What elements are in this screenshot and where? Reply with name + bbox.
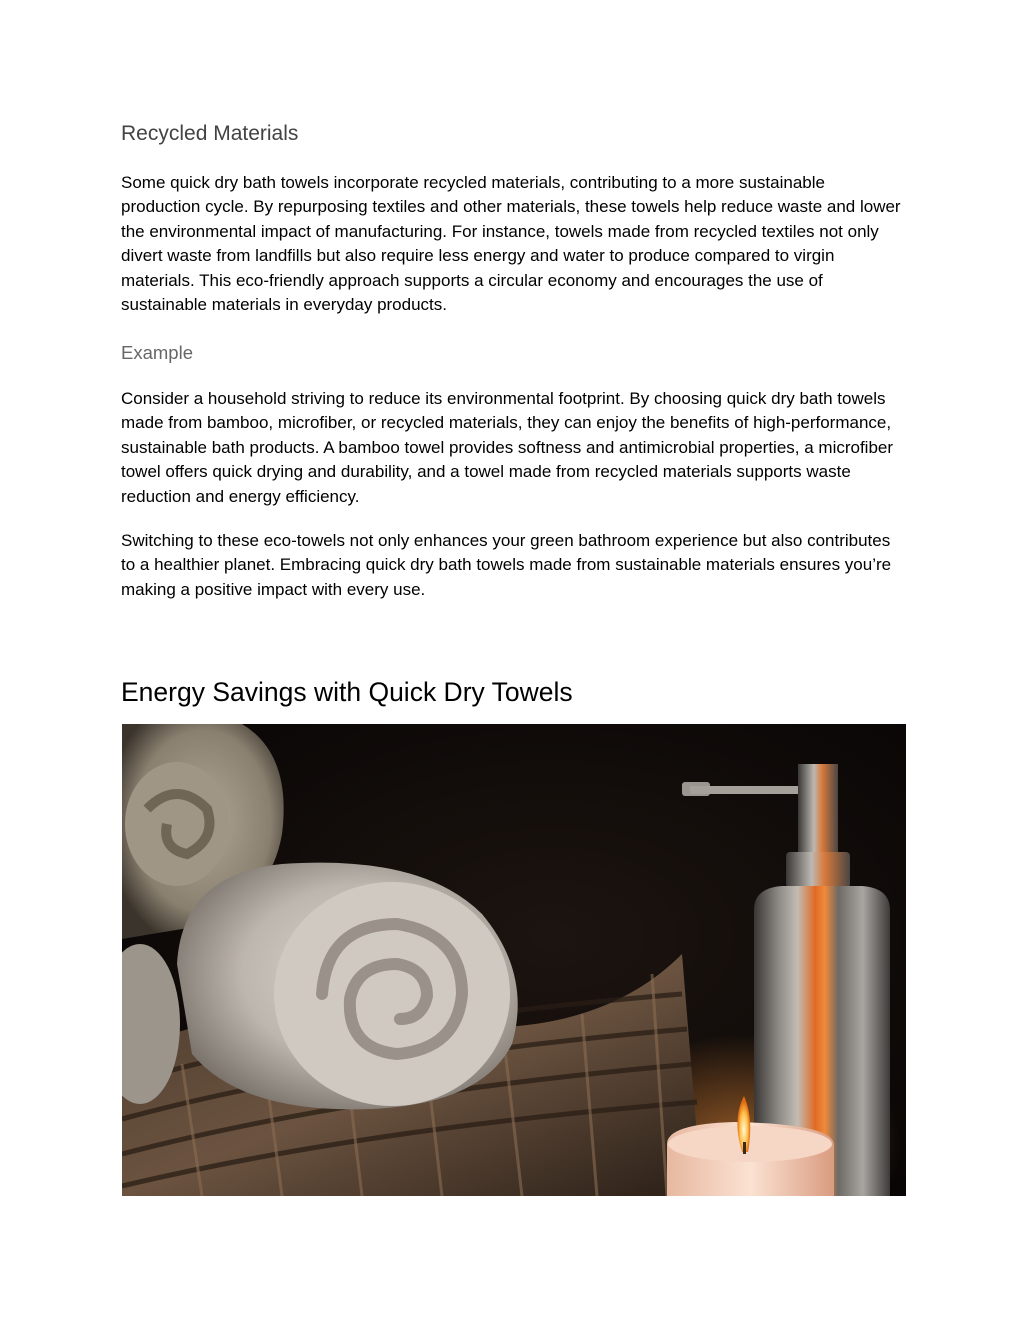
paragraph-recycled-materials: Some quick dry bath towels incorporate recycled materials, contributing to a more sustainable production cycle. By repurposing textiles and other materials, these towels help reduce waste and lower the environmental impact of manufacturing. For instance, towels made from recycled textiles not only divert waste from landfills but also require less energy and water to produce compared to virgin materials. This eco-friendly approach supports a circular economy and encourages the use of sustainable materials in everyday products. [121, 173, 901, 315]
subheading-example: Example [121, 342, 193, 363]
paragraph-eco-towels-switch: Switching to these eco-towels not only enhances your green bathroom experience but also contributes to a healthier planet. Embracing quick dry bath towels made from sustainable materials ensures you’re making a positive impact with every use. [121, 531, 892, 599]
section-heading-energy-savings: Energy Savings with Quick Dry Towels [121, 677, 573, 707]
section-heading-recycled-materials: Recycled Materials [121, 122, 299, 145]
towels-candle-photo [122, 724, 906, 1196]
paragraph-example-household: Consider a household striving to reduce its environmental footprint. By choosing quick dry bath towels made from bamboo, microfiber, or recycled materials, they can enjoy the benefits of high-performance, sustainable bath products. A bamboo towel provides softness and antimicrobial properties, a microfiber towel offers quick drying and durability, and a towel made from recycled materials supports waste reduction and energy efficiency. [121, 389, 894, 506]
